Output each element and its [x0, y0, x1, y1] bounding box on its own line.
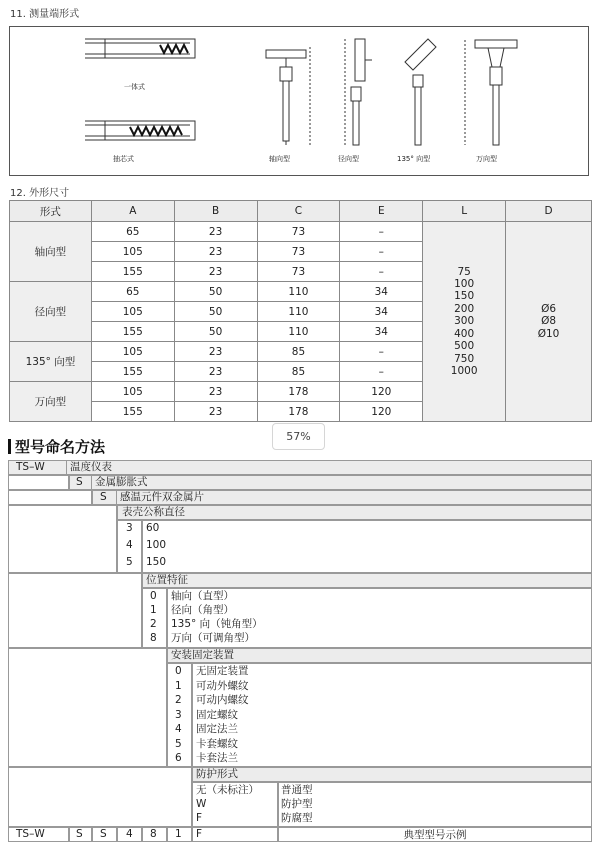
d-value: Ø6 — [541, 302, 557, 315]
blank-cell — [8, 505, 117, 573]
mount-code: 1 — [175, 679, 182, 692]
l-value: 200 — [454, 302, 475, 315]
protect-desc: 防腐型 — [281, 812, 313, 824]
l-value: 100 — [454, 278, 475, 291]
cell: – — [340, 362, 423, 382]
mount-code: 0 — [175, 665, 182, 677]
cell: – — [340, 262, 423, 282]
cell: 110 — [257, 282, 340, 302]
cell: 85 — [257, 342, 340, 362]
s2-desc: 感温元件双金属片 — [120, 491, 204, 503]
d-values-cell — [506, 222, 592, 422]
group-name: 135° 向型 — [10, 342, 92, 382]
dimension-table — [9, 200, 592, 422]
protect-code: 无（未标注） — [196, 784, 259, 796]
header-d: D — [506, 201, 592, 222]
axial-caption: 轴向型 — [269, 155, 290, 163]
deg135-caption: 135° 向型 — [397, 155, 431, 163]
cell: 23 — [174, 362, 257, 382]
example-code: 8 — [150, 828, 157, 840]
mount-code: 5 — [175, 737, 182, 750]
cell: 155 — [91, 322, 174, 342]
cell: 23 — [174, 342, 257, 362]
zoom-indicator[interactable]: 57% — [272, 423, 325, 450]
cell: 105 — [91, 382, 174, 402]
integral-caption: 一体式 — [124, 83, 145, 91]
diameter-value: 150 — [146, 556, 167, 568]
diameter-title: 表壳公称直径 — [122, 506, 185, 518]
blank-cell — [8, 767, 192, 827]
deg135-type-drawing — [405, 39, 436, 145]
row-bg — [142, 573, 592, 588]
cell: 110 — [257, 322, 340, 342]
blank-cell — [8, 475, 69, 490]
example-code: F — [196, 828, 203, 840]
cell: 23 — [174, 382, 257, 402]
diameter-code: 3 — [126, 522, 133, 534]
mount-desc: 卡套法兰 — [196, 752, 238, 764]
cell: 105 — [91, 302, 174, 322]
cell: 110 — [257, 302, 340, 322]
header-c: C — [257, 201, 340, 222]
row-bg — [192, 767, 592, 782]
cell: – — [340, 342, 423, 362]
position-code: 8 — [150, 632, 157, 644]
cell: 105 — [91, 242, 174, 262]
group-name: 万向型 — [10, 382, 92, 422]
example-code: 1 — [175, 828, 182, 840]
blank-cell — [8, 573, 142, 648]
s1-desc: 金属膨胀式 — [95, 476, 148, 488]
protect-desc: 防护型 — [281, 798, 313, 810]
model-naming-title — [8, 436, 105, 457]
cell: 73 — [257, 222, 340, 242]
l-value: 750 — [454, 352, 475, 365]
cell: 65 — [91, 222, 174, 242]
protect-code: F — [196, 812, 203, 824]
measuring-end-drawings — [10, 27, 588, 175]
position-desc: 135° 向（钝角型） — [171, 618, 263, 630]
section-12-title: 12. 外形尺寸 — [10, 188, 70, 199]
group-name: 轴向型 — [10, 222, 92, 282]
example-code: S — [100, 828, 107, 840]
cell: 34 — [340, 282, 423, 302]
position-code: 1 — [150, 604, 157, 616]
l-value: 1000 — [450, 364, 478, 377]
group-name: 径向型 — [10, 282, 92, 342]
s2-text: S — [100, 491, 107, 503]
l-value: 300 — [454, 315, 475, 328]
cell: 50 — [174, 302, 257, 322]
mount-desc: 卡套螺纹 — [196, 737, 238, 750]
mount-desc: 可动内螺纹 — [196, 694, 249, 706]
code-desc: 温度仪表 — [70, 461, 112, 473]
mount-code: 4 — [175, 723, 182, 735]
diameter-value: 60 — [146, 522, 160, 534]
diameter-desc-col — [142, 520, 592, 573]
mount-desc: 固定法兰 — [196, 723, 238, 735]
core-caption: 抽芯式 — [113, 155, 134, 163]
dimension-table-header — [10, 201, 592, 222]
cell: 23 — [174, 262, 257, 282]
cell: 105 — [91, 342, 174, 362]
measuring-end-figure — [9, 26, 589, 176]
cell: 155 — [91, 262, 174, 282]
cell: 34 — [340, 302, 423, 322]
cell: 23 — [174, 242, 257, 262]
diameter-code: 5 — [126, 556, 133, 568]
cell: 120 — [340, 402, 423, 422]
position-title: 位置特征 — [146, 574, 188, 586]
universal-caption: 万向型 — [476, 155, 497, 163]
universal-type-drawing — [465, 40, 517, 145]
mount-title: 安装固定装置 — [171, 649, 234, 661]
cell: – — [340, 222, 423, 242]
cell: 23 — [174, 402, 257, 422]
radial-caption: 径向型 — [338, 155, 359, 163]
d-value: Ø8 — [541, 315, 557, 328]
position-desc: 万向（可调角型） — [171, 632, 255, 644]
d-values — [506, 303, 591, 340]
l-value: 400 — [454, 327, 475, 340]
code-text: TS–W — [16, 461, 45, 473]
example-code: TS–W — [16, 828, 45, 840]
example-cell — [192, 827, 278, 842]
position-desc: 径向（角型） — [171, 604, 234, 616]
mount-code: 3 — [175, 708, 182, 721]
cell: 73 — [257, 262, 340, 282]
mount-desc: 可动外螺纹 — [196, 679, 249, 692]
header-e: E — [340, 201, 423, 222]
core-sensor-drawing — [85, 121, 195, 140]
header-a: A — [91, 201, 174, 222]
l-value: 500 — [454, 340, 475, 353]
radial-type-drawing — [345, 39, 372, 145]
diameter-value: 100 — [146, 539, 167, 551]
s1-text: S — [76, 476, 83, 488]
model-naming-table — [8, 460, 592, 845]
protect-code: W — [196, 798, 207, 810]
row-bg — [117, 505, 592, 520]
cell: 65 — [91, 282, 174, 302]
cell: 50 — [174, 282, 257, 302]
l-value: 75 — [457, 265, 471, 278]
integral-sensor-drawing — [85, 39, 195, 58]
cell: 155 — [91, 362, 174, 382]
cell: 120 — [340, 382, 423, 402]
cell: 85 — [257, 362, 340, 382]
title-bar — [8, 439, 11, 454]
cell: 34 — [340, 322, 423, 342]
protect-desc-col — [278, 782, 592, 827]
diameter-code: 4 — [126, 539, 133, 551]
blank-cell — [8, 490, 92, 505]
header-l: L — [423, 201, 506, 222]
table-row — [10, 222, 592, 242]
position-code: 0 — [150, 590, 157, 602]
blank-cell — [8, 648, 167, 767]
position-code: 2 — [150, 618, 157, 630]
mount-desc-col — [192, 663, 592, 767]
axial-type-drawing — [266, 47, 310, 145]
cell: 178 — [257, 402, 340, 422]
model-naming-title-text: 型号命名方法 — [15, 438, 106, 456]
l-values-cell — [423, 222, 506, 422]
cell: 155 — [91, 402, 174, 422]
cell: 178 — [257, 382, 340, 402]
header-form: 形式 — [10, 201, 92, 222]
cell: 50 — [174, 322, 257, 342]
protect-title: 防护形式 — [196, 768, 238, 780]
l-value: 150 — [454, 290, 475, 303]
protect-desc: 普通型 — [281, 784, 313, 796]
header-b: B — [174, 201, 257, 222]
cell: 73 — [257, 242, 340, 262]
cell: 23 — [174, 222, 257, 242]
mount-code: 2 — [175, 694, 182, 706]
example-label-cell — [278, 827, 592, 842]
cell: – — [340, 242, 423, 262]
example-code: S — [76, 828, 83, 840]
d-value: Ø10 — [537, 327, 560, 340]
example-label: 典型型号示例 — [403, 828, 467, 841]
mount-desc: 固定螺纹 — [196, 708, 238, 721]
section-11-title: 11. 测量端形式 — [10, 9, 80, 20]
mount-desc: 无固定装置 — [196, 665, 249, 677]
l-values — [423, 266, 505, 378]
example-code: 4 — [126, 828, 133, 840]
position-desc: 轴向（直型） — [171, 590, 234, 602]
mount-code: 6 — [175, 752, 182, 764]
